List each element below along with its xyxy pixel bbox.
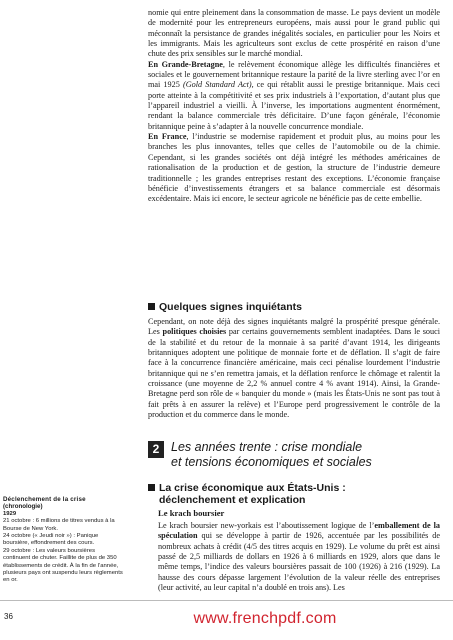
paragraph-krach — [158, 521, 440, 593]
footer-watermark-url[interactable]: www.frenchpdf.com — [193, 610, 337, 627]
page-number: 36 — [4, 612, 13, 621]
paragraph-krach-container — [158, 521, 440, 593]
signs-text-b: par certains gouvernements semblent inadaptées. Dans le souci de la stabilité et du retour de la monnaie à sa parité d’avant 1914, les dirigeants britanniques adoptent une politique de monnaie forte et de déflation. Il s’agit de faire face à la concurrence financière américaine, mais ceci pénalise lourdement l’industrie britannique qui ne s’en remettra jamais, et la déflation renforce le chômage et ralentit la croissance (une moyenne de 2,2 % annuel contre 4 % avant 1914). Ainsi, la Grande-Bretagne perd son rôle de « banquier du monde » (mais les États-Unis ne sont pas tout à fait prêts à en assurer la relève) et l’Europe perd progressivement le contrôle de la production et du commerce dans le monde. — [148, 327, 440, 420]
heading-crisis-line1: La crise économique aux États-Unis : — [159, 482, 346, 494]
sidebar-title: Déclenchement de la crise — [3, 496, 86, 503]
heading-text-crisis — [159, 482, 346, 506]
heading-text-signs: Quelques signes inquiétants — [159, 301, 302, 313]
chapter-header — [148, 440, 440, 476]
gb-act-name: (Gold Standard Act) — [182, 80, 252, 90]
france-text: , l’industrie se modernise rapidement et produit plus, au moins pour les branches les plus innovantes, telles que celles de l’automobile ou de la chimie. Cependant, si les grandes sociétés ont déjà intégré les méthodes américaines de rationalisation de la production et de gestion, la structure de l’industrie demeure traditionnelle ; les grandes entreprises restant des exceptions. L’économie française bénéficie d’investissements étrangers et sa balance commerciale est désormais excédentaire. Mais ici encore, le secteur agricole ne bénéficie pas de cette embellie. — [148, 132, 440, 204]
section-signs — [148, 301, 440, 420]
footer-divider — [0, 600, 453, 601]
sidebar-chronology — [3, 496, 123, 585]
lead-great-britain: En Grande-Bretagne — [148, 59, 223, 69]
sidebar-entry: 29 octobre : Les valeurs boursières continuent de chuter. Faillite de plus de 350 établissements de crédit. À la fin de l’année, plusieurs pays ont suspendu leurs règlements en or. — [3, 547, 123, 584]
chapter-number: 2 — [148, 441, 164, 458]
krach-text-a: Le krach boursier new-yorkais est l’aboutissement logique de l’ — [158, 521, 375, 530]
signs-text-a: Cependant, on note déjà des signes inquiétants malgré la prospérité presque générale. Les — [148, 317, 440, 337]
chapter-title-line2: et tensions économiques et sociales — [171, 455, 372, 469]
section-heading-crisis — [148, 482, 440, 506]
paragraph-usa-prosperity: nomie qui entre pleinement dans la consommation de masse. Le pays devient un modèle de modernité pour les entrepreneurs européens, mais aussi pour le grand public qui méconnaît la persistance de grandes inégalités sociales, en particulier pour les Noirs et les immigrants. Mais les agriculteurs sont exclus de cette prospérité en raison d’une chute des prix sensibles sur le marché mondial. — [148, 8, 440, 59]
square-bullet-icon — [148, 303, 155, 310]
chapter-title — [171, 440, 372, 470]
gb-text-a: , le relèvement économique allège les difficultés financières et sociales et le gouvernement britannique restaure la parité de la livre sterling avec l’or en mai 1925 — [148, 59, 440, 90]
square-bullet-icon — [148, 484, 155, 491]
paragraph-great-britain — [148, 60, 440, 132]
paragraph-signs — [148, 317, 440, 420]
sidebar-entry: 24 octobre (« Jeudi noir ») : Panique boursière, effondrement des cours. — [3, 533, 99, 547]
sidebar-entry: 21 octobre : 6 millions de titres vendus à la Bourse de New York. — [3, 518, 115, 532]
subheading-krach: Le krach boursier — [158, 508, 225, 518]
section-crisis-heading — [148, 482, 440, 506]
chapter-title-line1: Les années trente : crise mondiale — [171, 440, 363, 454]
krach-bold: emballement de la spéculation — [158, 521, 440, 541]
lead-france: En France — [148, 132, 187, 142]
section-heading-signs — [148, 301, 440, 313]
sidebar-year: 1929 — [3, 510, 17, 517]
main-column-top — [148, 8, 440, 205]
heading-crisis-line2: déclenchement et explication — [159, 494, 306, 506]
krach-text-b: qui se développe à partir de 1926, accentuée par les possibilités de nombreux achats à crédit (4/5 des titres acquis en 1929). Le volume du prêt est ainsi passé de 2,5 milliards de dollars en 1926 à 6 milliards en 1929, alors que dans le même temps, l’indice des valeurs boursières passait de 100 (1926) à 216 (1929). La hausse des cours dépasse largement l’évolution de la valeur réelle des entreprises (leur activité, au leur capital n’a doublé en trois ans). Les — [158, 531, 440, 593]
signs-bold: politiques choisies — [162, 327, 227, 337]
sidebar-subtitle: (chronologie) — [3, 503, 43, 511]
gb-text-b: , ce qui rétablit aussi le prestige britannique. Mais ceci porte atteinte à la compétitivité et ses prix industriels à l’exportation, d’autant plus que l’appareil industriel a vieilli. À l’inverse, les importations augmentent énormément, rendant la balance commerciale très déficitaire. D’une façon générale, l’économie britannique peine à s’adapter à la nouvelle concurrence mondiale. — [148, 80, 441, 131]
paragraph-france — [148, 132, 440, 204]
